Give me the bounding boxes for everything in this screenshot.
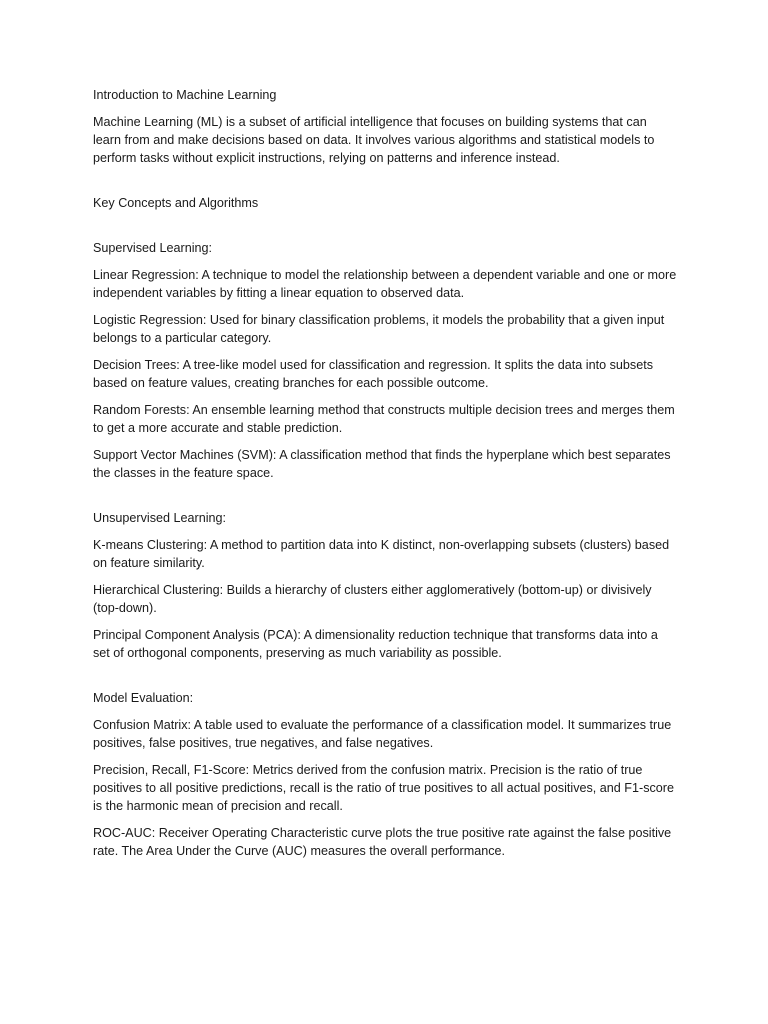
evaluation-item-precision-recall: Precision, Recall, F1-Score: Metrics derived from the confusion matrix. Precision is the ratio of true positives to all positive predictions, recall is the ratio of true positives to all actual positives, and F1-score is the harmonic mean of precision and recall. bbox=[93, 763, 674, 813]
supervised-item-decision-trees: Decision Trees: A tree-like model used for classification and regression. It splits the data into subsets based on feature values, creating branches for each possible outcome. bbox=[93, 358, 654, 390]
unsupervised-heading: Unsupervised Learning: bbox=[93, 511, 227, 525]
evaluation-heading: Model Evaluation: bbox=[93, 691, 194, 705]
evaluation-item-confusion-matrix: Confusion Matrix: A table used to evaluate the performance of a classification model. It summarizes true positives, false positives, true negatives, and false negatives. bbox=[93, 718, 672, 750]
supervised-item-logistic-regression: Logistic Regression: Used for binary classification problems, it models the probability that a given input belongs to a particular category. bbox=[93, 313, 665, 345]
supervised-item-linear-regression: Linear Regression: A technique to model the relationship between a dependent variable and one or more independent variables by fitting a linear equation to observed data. bbox=[93, 268, 677, 300]
unsupervised-item-hierarchical: Hierarchical Clustering: Builds a hierarchy of clusters either agglomeratively (bottom-up) or divisively (top-down). bbox=[93, 583, 652, 615]
evaluation-item-roc-auc: ROC-AUC: Receiver Operating Characteristic curve plots the true positive rate against the false positive rate. The Area Under the Curve (AUC) measures the overall performance. bbox=[93, 826, 672, 858]
supervised-item-random-forests: Random Forests: An ensemble learning method that constructs multiple decision trees and merges them to get a more accurate and stable prediction. bbox=[93, 403, 675, 435]
supervised-item-svm: Support Vector Machines (SVM): A classification method that finds the hyperplane which best separates the classes in the feature space. bbox=[93, 448, 671, 480]
key-concepts-heading: Key Concepts and Algorithms bbox=[93, 196, 259, 210]
document-page bbox=[93, 86, 678, 869]
document-title: Introduction to Machine Learning bbox=[93, 88, 277, 102]
unsupervised-item-pca: Principal Component Analysis (PCA): A dimensionality reduction technique that transforms data into a set of orthogonal components, preserving as much variability as possible. bbox=[93, 628, 658, 660]
intro-paragraph: Machine Learning (ML) is a subset of artificial intelligence that focuses on building systems that can learn from and make decisions based on data. It involves various algorithms and statistical models to perform tasks without explicit instructions, relying on patterns and inference instead. bbox=[93, 115, 655, 165]
supervised-heading: Supervised Learning: bbox=[93, 241, 213, 255]
unsupervised-item-kmeans: K-means Clustering: A method to partition data into K distinct, non-overlapping subsets (clusters) based on feature similarity. bbox=[93, 538, 670, 570]
